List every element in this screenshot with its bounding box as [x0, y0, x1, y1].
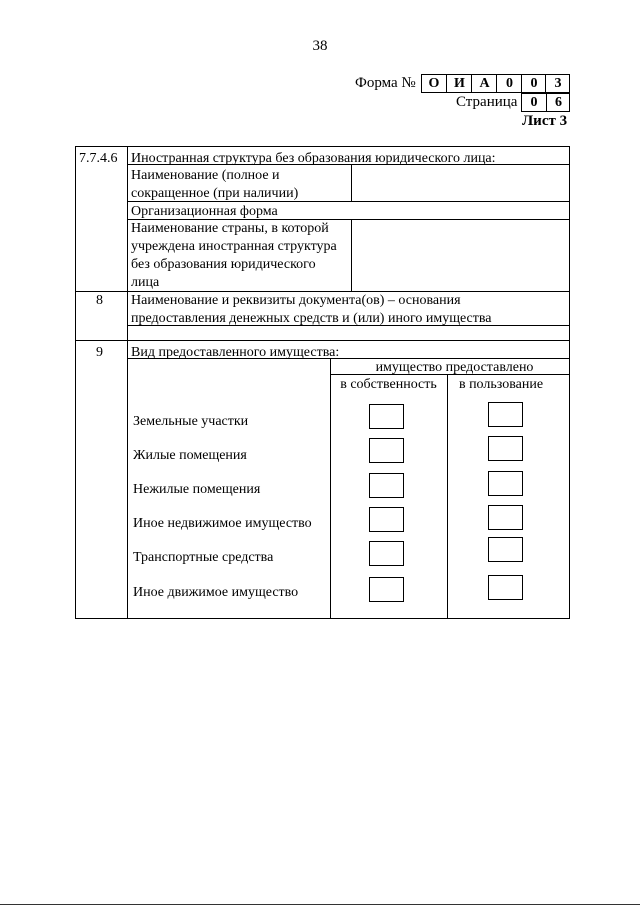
provided-header: имущество предоставлено	[375, 360, 534, 375]
form-code-box	[421, 74, 570, 93]
checkbox-use-other-movable[interactable]	[488, 575, 523, 600]
column-divider	[330, 358, 331, 618]
column-divider	[447, 374, 448, 618]
section-title: Иностранная структура без образования юридического лица:	[131, 151, 496, 166]
field-label-country: без образования юридического	[131, 257, 316, 272]
page-number: 38	[312, 38, 328, 54]
form-code-cell: И	[446, 75, 472, 92]
checkbox-use-other-realty[interactable]	[488, 505, 523, 530]
form-table	[75, 146, 570, 619]
page-code-cell: 6	[546, 94, 570, 111]
property-type-label: Иное движимое имущество	[133, 585, 299, 600]
field-label-country: лица	[131, 275, 160, 290]
form-code-cell: А	[471, 75, 497, 92]
section-number: 9	[96, 345, 103, 360]
section-8-text: Наименование и реквизиты документа(ов) – основания	[131, 293, 461, 308]
column-header-ownership: в собственность	[340, 377, 437, 392]
checkbox-ownership-land[interactable]	[369, 404, 404, 429]
field-label-country: учреждена иностранная структура	[131, 239, 337, 254]
value-column-divider	[351, 164, 352, 201]
property-type-label: Жилые помещения	[133, 448, 247, 463]
page-code-box	[521, 93, 570, 112]
checkbox-ownership-other-movable[interactable]	[369, 577, 404, 602]
page-label: Страница	[456, 94, 518, 110]
checkbox-ownership-other-realty[interactable]	[369, 507, 404, 532]
field-label-name: Наименование (полное и	[131, 168, 280, 183]
form-code-cell: 3	[545, 75, 570, 92]
checkbox-ownership-residential[interactable]	[369, 438, 404, 463]
property-type-label: Иное недвижимое имущество	[133, 516, 312, 531]
form-number-label: Форма №	[355, 75, 416, 91]
value-column-divider	[351, 219, 352, 291]
checkbox-use-vehicles[interactable]	[488, 537, 523, 562]
page-code-cell: 0	[530, 95, 538, 110]
checkbox-use-residential[interactable]	[488, 436, 523, 461]
property-type-label: Нежилые помещения	[133, 482, 261, 497]
number-column-divider	[127, 147, 128, 618]
property-type-label: Транспортные средства	[133, 550, 274, 565]
form-code-cell: 0	[521, 75, 546, 92]
form-code-cell: О	[428, 76, 440, 91]
field-label-name: сокращенное (при наличии)	[131, 186, 299, 201]
row-divider	[127, 164, 570, 165]
section-8-text: предоставления денежных средств и (или) иного имущества	[131, 311, 492, 326]
row-divider	[127, 201, 570, 202]
section-title: Вид предоставленного имущества:	[131, 345, 340, 360]
field-label-org-form: Организационная форма	[131, 204, 278, 219]
checkbox-ownership-nonresidential[interactable]	[369, 473, 404, 498]
checkbox-use-land[interactable]	[488, 402, 523, 427]
section-divider	[76, 340, 570, 341]
field-label-country: Наименование страны, в которой	[131, 221, 329, 236]
column-header-use: в пользование	[458, 377, 544, 392]
form-code-cell: 0	[496, 75, 522, 92]
checkbox-use-nonresidential[interactable]	[488, 471, 523, 496]
row-divider	[330, 374, 570, 375]
row-divider	[127, 325, 570, 326]
section-number: 8	[96, 293, 103, 308]
sheet-label: Лист 3	[522, 113, 568, 129]
section-number: 7.7.4.6	[79, 151, 118, 166]
property-type-label: Земельные участки	[133, 414, 249, 429]
checkbox-ownership-vehicles[interactable]	[369, 541, 404, 566]
